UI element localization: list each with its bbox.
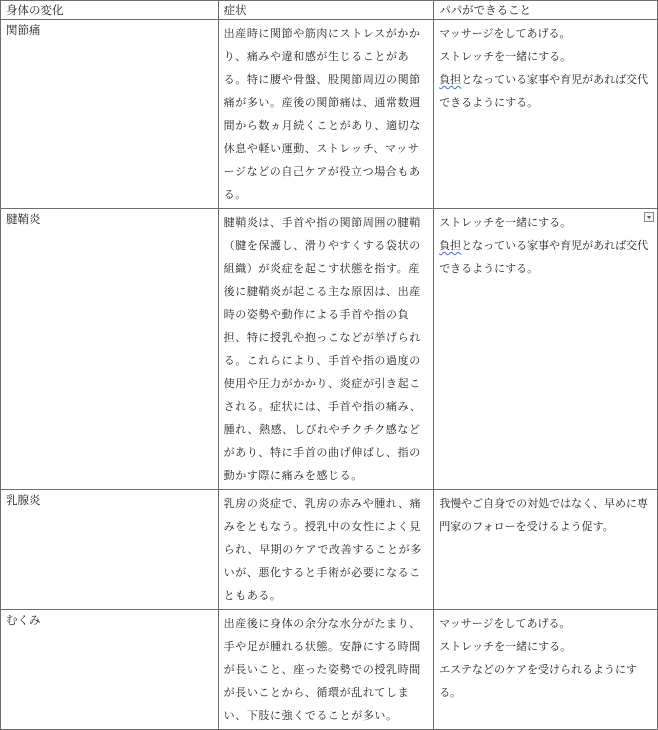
table-row xyxy=(1,490,658,610)
action-item: 我慢やご自身での対処ではなく、早めに専門家のフォローを受けるよう促す。 xyxy=(439,497,648,533)
action-item-rest: となっている家事や育児があれば交代できるようにする。 xyxy=(439,239,649,275)
body-change-cell[interactable]: 関節痛 xyxy=(1,20,219,209)
action-item: ストレッチを一緒にする。 xyxy=(439,216,572,229)
action-item: マッサージをしてあげる。 xyxy=(439,27,571,40)
body-change-cell[interactable]: 乳腺炎 xyxy=(1,490,219,610)
action-item xyxy=(439,68,653,114)
body-change-cell[interactable]: 腱鞘炎 xyxy=(1,209,219,490)
action-item: マッサージをしてあげる。 xyxy=(439,617,571,630)
table-row xyxy=(1,20,658,209)
spellcheck-underline[interactable]: 負担 xyxy=(439,239,462,252)
symptom-cell[interactable]: 出産後に身体の余分な水分がたまり、手や足が腫れる状態。安静にする時間が長いこと、座った姿勢での授乳時間が長いことから、循環が乱れてしまい、下肢に強くでることが多い。 xyxy=(218,610,434,730)
header-body-change[interactable]: 身体の変化 xyxy=(1,1,219,20)
action-item xyxy=(439,234,653,280)
table-row xyxy=(1,209,658,490)
header-symptom[interactable]: 症状 xyxy=(218,1,434,20)
header-row xyxy=(1,1,658,20)
symptom-cell[interactable]: 腱鞘炎は、手首や指の関節周囲の腱鞘（腱を保護し、滑りやすくする袋状の組織）が炎症を起こす状態を指す。産後に腱鞘炎が起こる主な原因は、出産時の姿勢や動作による手首や指の負担、特に授乳や抱っこなどが挙げられる。これらにより、手首や指の過度の使用や圧力がかかり、炎症が引き起こされる。症状には、手首や指の痛み、腫れ、熱感、しびれやチクチク感などがあり、特に手首の曲げ伸ばし、指の動かす際に痛みを感じる。 xyxy=(218,209,434,490)
dad-action-cell[interactable] xyxy=(434,209,658,490)
table-row xyxy=(1,610,658,730)
action-item: ストレッチを一緒にする。 xyxy=(439,50,572,63)
dad-action-cell[interactable] xyxy=(434,20,658,209)
dad-action-cell[interactable] xyxy=(434,490,658,610)
action-item-rest: となっている家事や育児があれば交代できるようにする。 xyxy=(439,73,649,109)
symptom-cell[interactable]: 乳房の炎症で、乳房の赤みや腫れ、痛みをともなう。授乳中の女性によく見られ、早期のケアで改善することが多いが、悪化すると手術が必要になることもある。 xyxy=(218,490,434,610)
spellcheck-underline[interactable]: 負担 xyxy=(439,73,462,86)
body-change-cell[interactable]: むくみ xyxy=(1,610,219,730)
symptom-cell[interactable]: 出産時に関節や筋肉にストレスがかかり、痛みや違和感が生じることがある。特に腰や骨盤、股関節周辺の関節痛が多い。産後の関節痛は、通常数週間から数ヵ月続くことがあり、適切な休息や軽い運動、ストレッチ、マッサージなどの自己ケアが役立つ場合もある。 xyxy=(218,20,434,209)
cell-dropdown-icon[interactable] xyxy=(644,212,654,222)
dad-action-cell[interactable] xyxy=(434,610,658,730)
header-dad-can-do[interactable]: パパができること xyxy=(434,1,658,20)
action-item: エステなどのケアを受けられるようにする。 xyxy=(439,663,637,699)
action-item: ストレッチを一緒にする。 xyxy=(439,640,572,653)
